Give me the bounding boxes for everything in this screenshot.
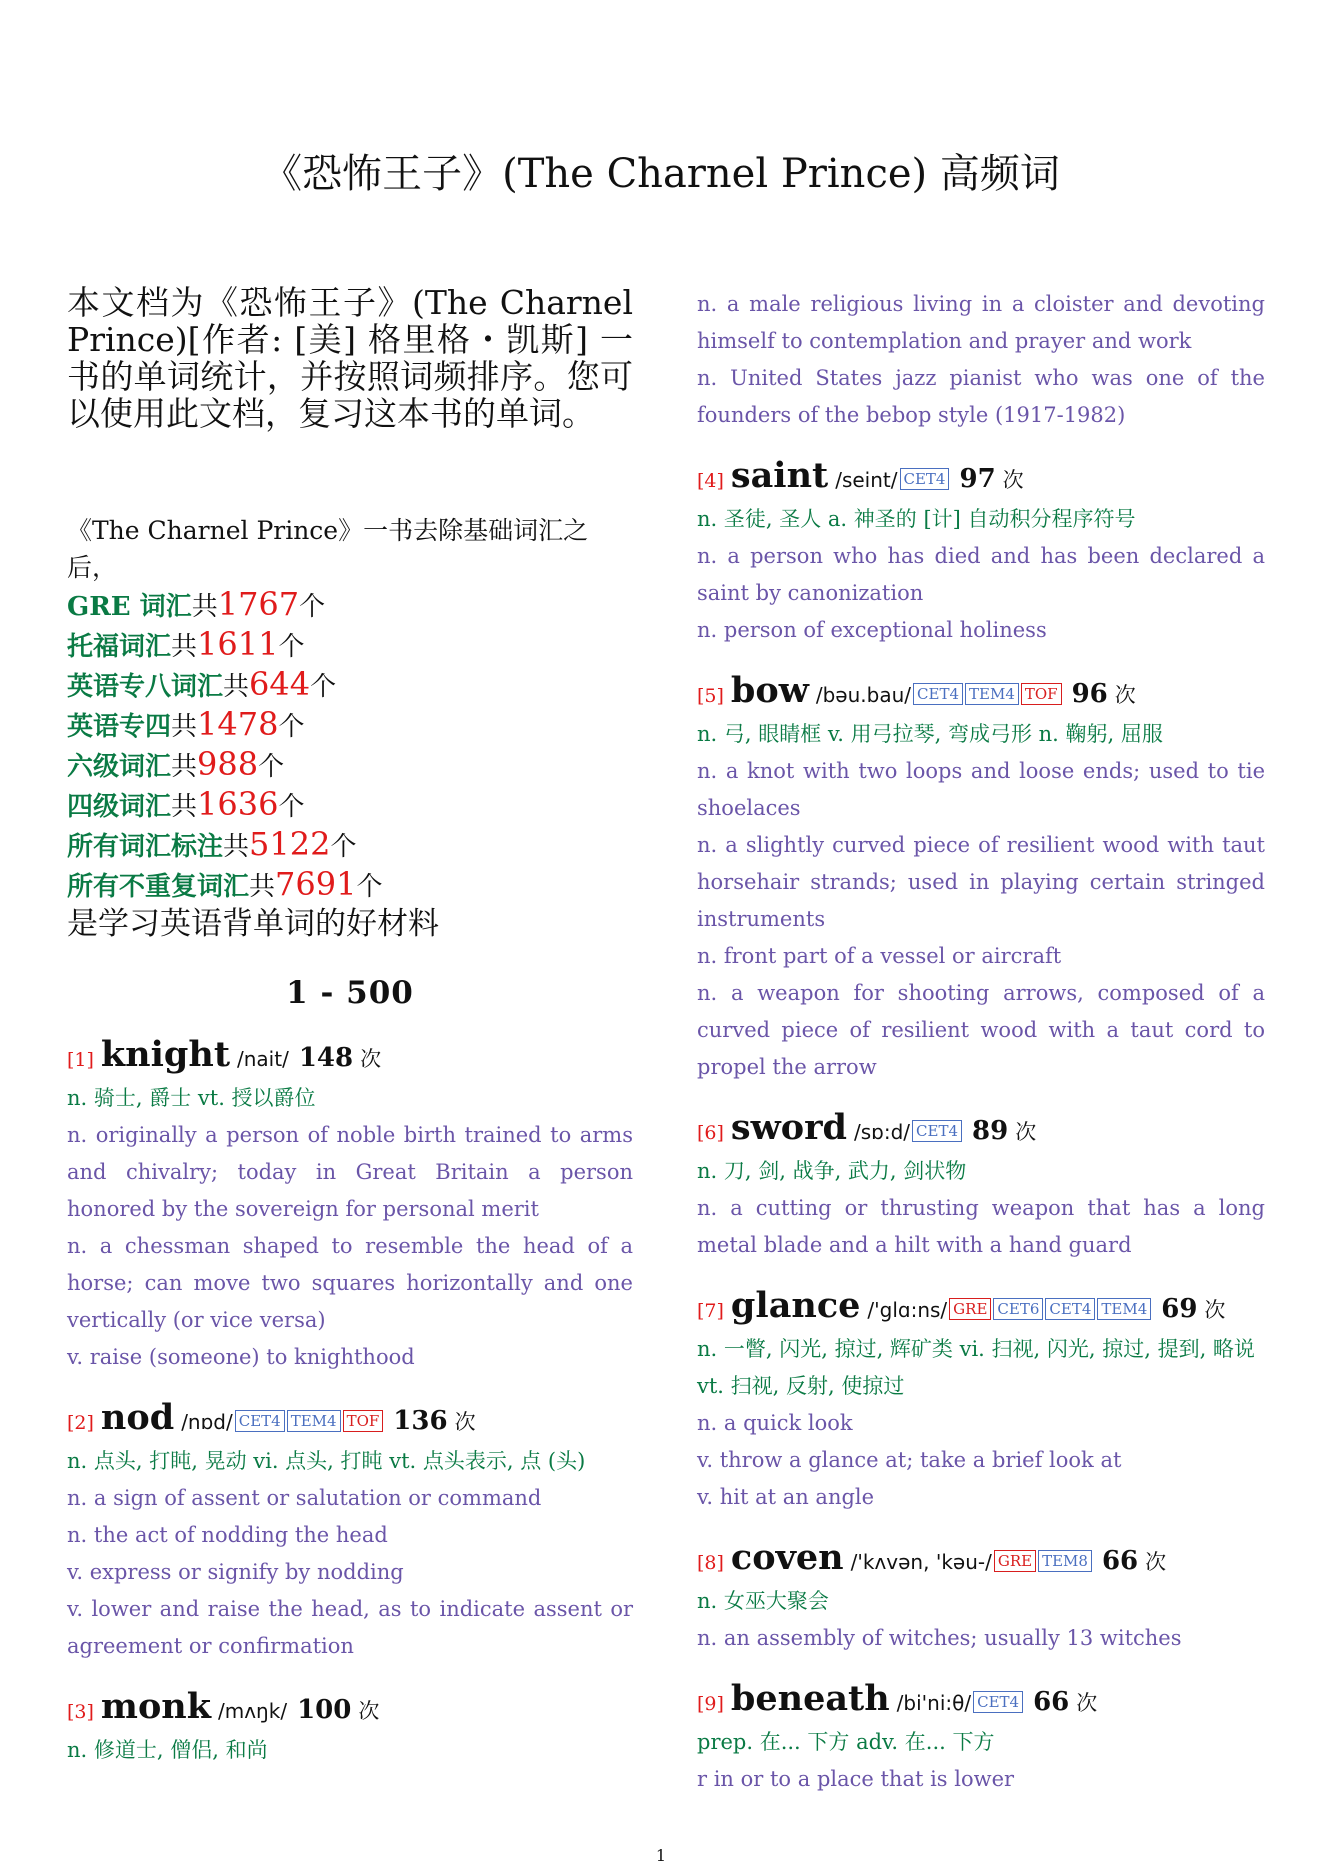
- entry-head: [67, 1035, 633, 1080]
- phonetic: /'glɑ:ns/: [867, 1298, 948, 1322]
- english-definition: n. a sign of assent or salutation or command: [67, 1486, 542, 1510]
- stat-mid: 共: [171, 712, 198, 742]
- phonetic: /'kʌvən, 'kəu-/: [850, 1550, 992, 1574]
- headword: monk: [100, 1686, 211, 1727]
- chinese-definition: n. 女巫大聚会: [697, 1589, 829, 1613]
- phonetic: /seint/: [835, 468, 898, 492]
- entry-index: [4]: [697, 470, 724, 492]
- frequency-unit: 次: [360, 1047, 382, 1071]
- stat-unit: 个: [278, 712, 305, 742]
- stat-mid: 共: [171, 792, 198, 822]
- headword: sword: [730, 1107, 848, 1148]
- level-tag: CET4: [912, 1120, 962, 1142]
- level-tag: GRE: [994, 1550, 1036, 1572]
- english-definition: n. the act of nodding the head: [67, 1523, 388, 1547]
- level-tag: TEM4: [1097, 1298, 1151, 1320]
- headword: saint: [730, 455, 829, 496]
- english-definition: n. originally a person of noble birth trained to arms and chivalry; today in Great Britain a person honored by the sovereign for personal merit: [67, 1123, 633, 1221]
- stat-count: 988: [197, 745, 259, 783]
- stat-label: 四级词汇: [67, 792, 172, 822]
- stat-mid: 共: [191, 592, 218, 622]
- frequency-count: 66: [1101, 1546, 1139, 1576]
- chinese-definition: prep. 在... 下方 adv. 在... 下方: [697, 1730, 995, 1754]
- headword: glance: [730, 1285, 861, 1326]
- english-definition: n. a knot with two loops and loose ends; used to tie shoelaces: [697, 759, 1265, 820]
- entry-index: [2]: [67, 1412, 94, 1434]
- word-entry: [697, 1538, 1265, 1657]
- entry-index: [9]: [697, 1693, 724, 1715]
- frequency-count: 100: [297, 1695, 352, 1725]
- entry-head: [697, 1538, 1265, 1583]
- left-entry-list: [67, 1035, 633, 1791]
- entry-head: [697, 1108, 1265, 1153]
- chinese-definition: n. 圣徒, 圣人 a. 神圣的 [计] 自动积分程序符号: [697, 507, 1136, 531]
- stat-mid: 共: [171, 632, 198, 662]
- chinese-definition: n. 点头, 打盹, 晃动 vi. 点头, 打盹 vt. 点头表示, 点 (头): [67, 1449, 586, 1473]
- entry-head: [67, 1687, 633, 1732]
- frequency-count: 66: [1033, 1687, 1070, 1717]
- entry-index: [8]: [697, 1552, 724, 1574]
- frequency-unit: 次: [358, 1699, 380, 1723]
- chinese-definition: n. 一瞥, 闪光, 掠过, 辉矿类 vi. 扫视, 闪光, 掠过, 提到, 略说 vt. 扫视, 反射, 使掠过: [697, 1337, 1255, 1398]
- english-definition: v. hit at an angle: [697, 1485, 875, 1509]
- level-tag: GRE: [949, 1298, 991, 1320]
- headword: nod: [100, 1397, 175, 1438]
- english-definition: r in or to a place that is lower: [697, 1767, 1015, 1791]
- phonetic: /bəu.bau/: [815, 683, 912, 707]
- frequency-count: 96: [1071, 679, 1108, 709]
- level-tag: TOF: [343, 1410, 384, 1432]
- frequency-unit: 次: [1204, 1298, 1226, 1322]
- stat-row: [67, 786, 633, 826]
- stat-mid: 共: [223, 672, 250, 702]
- word-entry: [697, 456, 1265, 649]
- frequency-count: 69: [1161, 1294, 1198, 1324]
- stat-label: 英语专四: [67, 712, 172, 742]
- continued-entry: [697, 286, 1265, 434]
- phonetic: /sɒ:d/: [854, 1120, 911, 1144]
- english-definition: v. express or signify by nodding: [67, 1560, 404, 1584]
- headword: beneath: [730, 1678, 890, 1719]
- stats-tail: 是学习英语背单词的好材料: [67, 906, 439, 942]
- english-definition: n. a male religious living in a cloister and devoting himself to contemplation and prayer and work: [697, 292, 1265, 353]
- stat-count: 5122: [249, 825, 331, 863]
- phonetic: /nɒd/: [181, 1410, 233, 1434]
- stat-unit: 个: [258, 752, 285, 782]
- english-definition: v. throw a glance at; take a brief look at: [697, 1448, 1122, 1472]
- english-definition: n. a chessman shaped to resemble the head of a horse; can move two squares horizontally and one vertically (or vice versa): [67, 1234, 633, 1332]
- chinese-definition: n. 弓, 眼睛框 v. 用弓拉琴, 弯成弓形 n. 鞠躬, 屈服: [697, 722, 1163, 746]
- stat-count: 1611: [197, 625, 279, 663]
- entry-head: [697, 671, 1265, 716]
- stat-label: 英语专八词汇: [67, 672, 224, 702]
- english-definition: n. a weapon for shooting arrows, composed of a curved piece of resilient wood with a taut cord to propel the arrow: [697, 981, 1265, 1079]
- frequency-unit: 次: [1002, 468, 1024, 492]
- stat-row: [67, 746, 633, 786]
- english-definition: n. United States jazz pianist who was one of the founders of the bebop style (1917-1982): [697, 366, 1265, 427]
- level-tag: CET4: [1045, 1298, 1095, 1320]
- level-tag: CET6: [993, 1298, 1043, 1320]
- stat-count: 1767: [217, 585, 300, 623]
- stat-row: [67, 586, 633, 626]
- stat-mid: 共: [249, 872, 276, 902]
- frequency-count: 97: [959, 464, 996, 494]
- level-tag: TOF: [1021, 683, 1062, 705]
- range-heading: 1 - 500: [286, 975, 414, 1011]
- stat-label: 托福词汇: [67, 632, 172, 662]
- level-tag: TEM8: [1038, 1550, 1092, 1572]
- word-entry: [697, 1286, 1265, 1516]
- english-definition: n. a cutting or thrusting weapon that has a long metal blade and a hilt with a hand guard: [697, 1196, 1265, 1257]
- stat-row: [67, 706, 633, 746]
- stat-label: 所有词汇标注: [67, 832, 224, 862]
- entry-index: [6]: [697, 1122, 724, 1144]
- stat-row: [67, 626, 633, 666]
- stat-count: 7691: [275, 865, 357, 903]
- frequency-count: 136: [393, 1406, 448, 1436]
- entry-head: [697, 456, 1265, 501]
- stat-label: 六级词汇: [67, 752, 172, 782]
- headword: knight: [100, 1034, 231, 1075]
- word-entry: [67, 1687, 633, 1769]
- stat-count: 1478: [197, 705, 279, 743]
- stat-row: [67, 826, 633, 866]
- intro-paragraph: 本文档为《恐怖王子》(The Charnel Prince)[作者: [美] 格里格・凯斯] 一书的单词统计，并按照词频排序。您可以使用此文档，复习这本书的单词。: [67, 283, 633, 433]
- english-definition: n. a quick look: [697, 1411, 853, 1435]
- phonetic: /nait/: [237, 1047, 289, 1071]
- vocab-stats: [67, 512, 633, 943]
- word-entry: [697, 671, 1265, 1086]
- page-title: 《恐怖王子》(The Charnel Prince) 高频词: [262, 151, 1060, 197]
- stat-unit: 个: [330, 832, 357, 862]
- chinese-definition: n. 修道士, 僧侣, 和尚: [67, 1738, 268, 1762]
- stat-row: [67, 666, 633, 706]
- stat-unit: 个: [299, 592, 326, 622]
- entry-head: [697, 1286, 1265, 1331]
- frequency-count: 89: [972, 1116, 1009, 1146]
- word-entry: [67, 1035, 633, 1376]
- stat-count: 644: [249, 665, 311, 703]
- stat-mid: 共: [171, 752, 198, 782]
- word-entry: [67, 1398, 633, 1665]
- level-tag: TEM4: [965, 683, 1019, 705]
- english-definition: n. front part of a vessel or aircraft: [697, 944, 1062, 968]
- level-tag: TEM4: [287, 1410, 341, 1432]
- stat-mid: 共: [223, 832, 250, 862]
- stat-unit: 个: [278, 632, 305, 662]
- stat-unit: 个: [310, 672, 337, 702]
- frequency-unit: 次: [1145, 1550, 1167, 1574]
- word-entry: [697, 1679, 1265, 1798]
- chinese-definition: n. 刀, 剑, 战争, 武力, 剑状物: [697, 1159, 967, 1183]
- frequency-count: 148: [298, 1043, 354, 1073]
- entry-index: [5]: [697, 685, 724, 707]
- entry-head: [67, 1398, 633, 1443]
- level-tag: CET4: [900, 468, 950, 490]
- frequency-unit: 次: [1015, 1120, 1037, 1144]
- stat-label: GRE 词汇: [67, 592, 192, 622]
- entry-head: [697, 1679, 1265, 1724]
- frequency-unit: 次: [1114, 683, 1136, 707]
- headword: bow: [730, 670, 809, 711]
- english-definition: n. a slightly curved piece of resilient wood with taut horsehair strands; used in playing certain stringed instruments: [697, 833, 1265, 931]
- stat-row: [67, 866, 633, 906]
- headword: coven: [730, 1537, 844, 1578]
- right-entry-list: [697, 286, 1265, 1820]
- stats-lead: 《The Charnel Prince》一书去除基础词汇之后，: [67, 516, 589, 582]
- word-entry: [697, 1108, 1265, 1264]
- entry-index: [7]: [697, 1300, 724, 1322]
- english-definition: n. a person who has died and has been declared a saint by canonization: [697, 544, 1265, 605]
- frequency-unit: 次: [454, 1410, 476, 1434]
- chinese-definition: n. 骑士, 爵士 vt. 授以爵位: [67, 1086, 316, 1110]
- english-definition: n. an assembly of witches; usually 13 witches: [697, 1626, 1182, 1650]
- level-tag: CET4: [973, 1691, 1023, 1713]
- english-definition: v. lower and raise the head, as to indicate assent or agreement or confirmation: [67, 1597, 633, 1658]
- stat-unit: 个: [356, 872, 383, 902]
- phonetic: /bi'ni:θ/: [896, 1691, 972, 1715]
- frequency-unit: 次: [1076, 1691, 1098, 1715]
- stat-unit: 个: [278, 792, 305, 822]
- entry-index: [3]: [67, 1701, 94, 1723]
- stat-count: 1636: [197, 785, 279, 823]
- level-tag: CET4: [913, 683, 963, 705]
- entry-index: [1]: [67, 1049, 94, 1071]
- phonetic: /mʌŋk/: [218, 1699, 288, 1723]
- english-definition: v. raise (someone) to knighthood: [67, 1345, 415, 1369]
- english-definition: n. person of exceptional holiness: [697, 618, 1047, 642]
- level-tag: CET4: [235, 1410, 285, 1432]
- stat-label: 所有不重复词汇: [67, 872, 250, 902]
- page-number: 1: [655, 1846, 667, 1865]
